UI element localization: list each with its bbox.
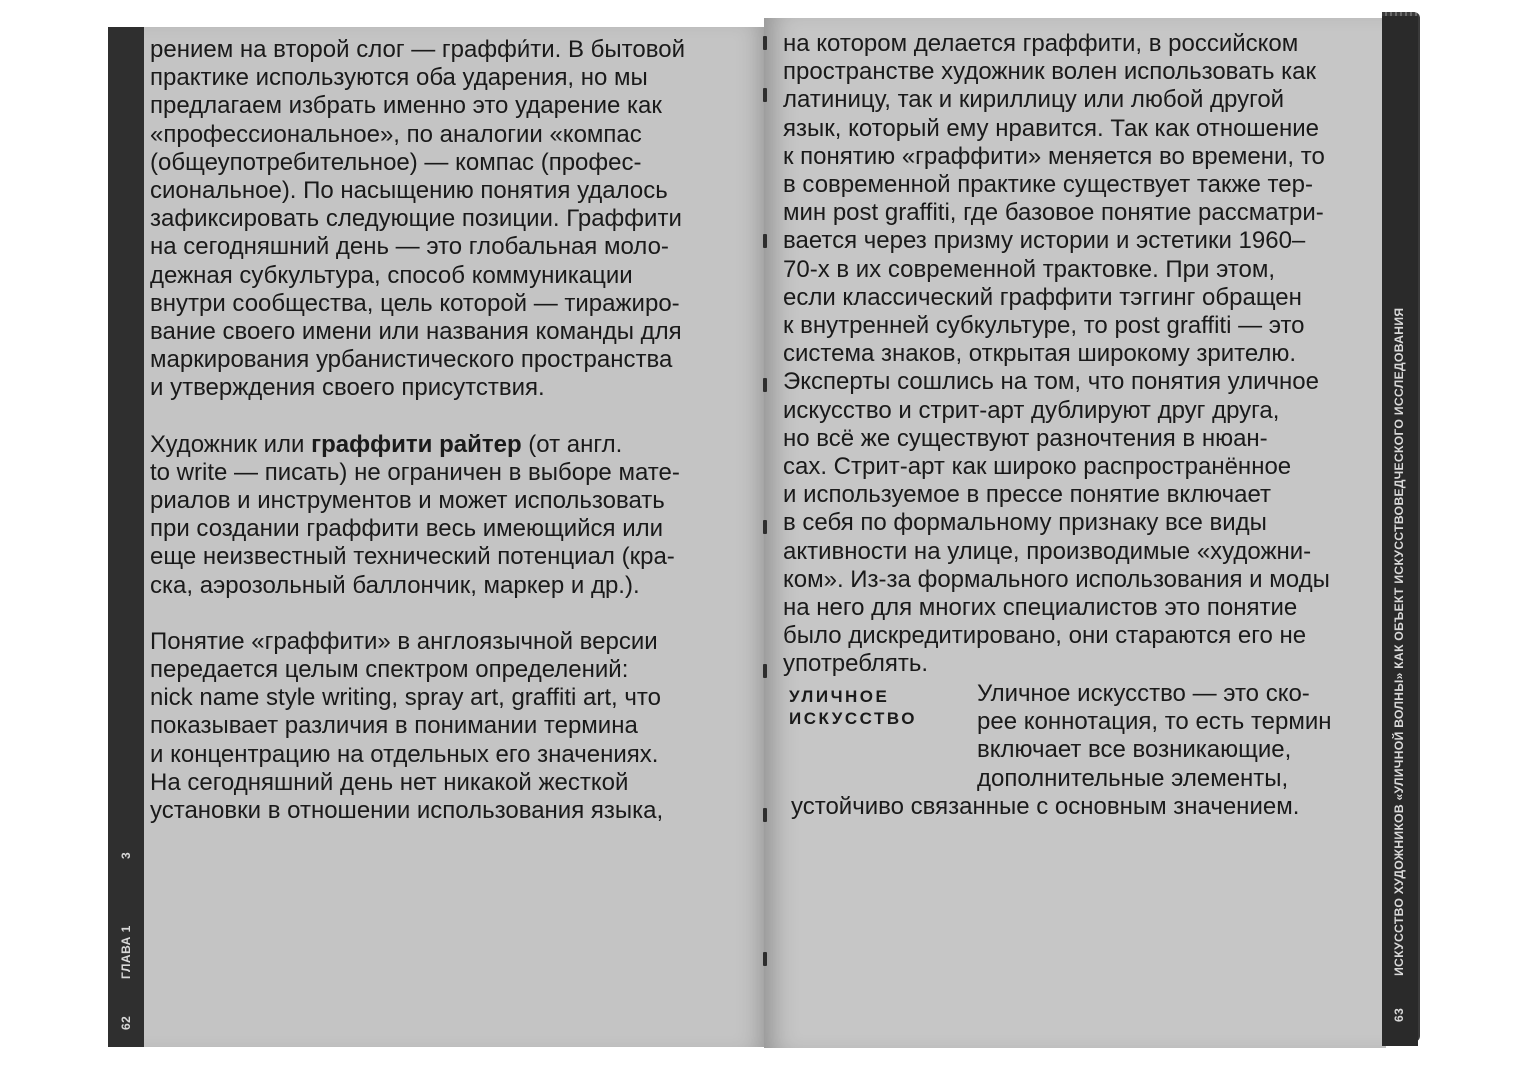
text-line: «профессиональное», по аналогии «компас xyxy=(150,120,642,148)
text-line: сиональное). По насыщению понятия удалось xyxy=(150,177,668,205)
term-definition xyxy=(977,680,1332,793)
text-line: но всё же существуют разночтения в нюан- xyxy=(783,424,1268,452)
text-line: практике используются оба ударения, но мы xyxy=(150,64,648,92)
text-line: предлагаем избрать именно это ударение как xyxy=(150,92,662,120)
text-line: язык, который ему нравится. Так как отношение xyxy=(783,114,1320,142)
text-line: передается целым спектром определений: xyxy=(150,656,629,684)
text-line: искусство и стрит-арт дублируют друг друга, xyxy=(783,396,1280,424)
spine-stitch xyxy=(763,378,767,392)
text-line: Понятие «граффити» в англоязычной версии xyxy=(150,627,658,655)
term-heading xyxy=(789,686,917,730)
text-line: nick name style writing, spray art, graffiti art, что xyxy=(150,684,661,712)
text-line: мин post graffiti, где базовое понятие рассматри- xyxy=(783,199,1324,227)
text-line: в современной практике существует также тер- xyxy=(783,171,1313,199)
text-line: было дискредитировано, они стараются его не xyxy=(783,622,1307,650)
right-page-number: 63 xyxy=(1392,1007,1406,1022)
text-line: Эксперты сошлись на том, что понятия уличное xyxy=(783,368,1319,396)
text-line: активности на улице, производимые «художни- xyxy=(783,537,1312,565)
text-line: на него для многих специалистов это понятие xyxy=(783,594,1298,622)
chapter-label: ГЛАВА 1 xyxy=(119,925,133,979)
text-line: риалов и инструментов и может использовать xyxy=(150,487,665,515)
left-sidebar-strip xyxy=(108,27,144,1047)
text-line: и утверждения своего присутствия. xyxy=(150,374,545,402)
text-line: На сегодняшний день нет никакой жесткой xyxy=(150,768,629,796)
spine-stitch xyxy=(763,952,767,966)
paragraph-2 xyxy=(150,431,685,600)
text-line: зафиксировать следующие позиции. Граффити xyxy=(150,205,682,233)
text-line: и используемое в прессе понятие включает xyxy=(783,481,1272,509)
term-definition-last-line xyxy=(791,793,1299,821)
text-line: к внутренней субкультуре, то post graffiti — это xyxy=(783,312,1305,340)
right-sidebar-strip xyxy=(1382,16,1418,1046)
text-line: вается через призму истории и эстетики 1960– xyxy=(783,227,1306,255)
spine-stitch xyxy=(763,664,767,678)
text-line: вание своего имени или названия команды для xyxy=(150,318,682,346)
spine-stitch xyxy=(763,808,767,822)
left-page-text xyxy=(150,36,685,825)
text-line: на сегодняшний день — это глобальная моло- xyxy=(150,233,669,261)
text-line: to write — писать) не ограничен в выборе мате- xyxy=(150,458,680,486)
text-line: в себя по формальному признаку все виды xyxy=(783,509,1267,537)
text-line: (общеупотребительное) — компас (профес- xyxy=(150,148,642,176)
running-head: ИСКУССТВО ХУДОЖНИКОВ «УЛИЧНОЙ ВОЛНЫ» КАК ОБЪЕКТ ИСКУССТВОВЕДЧЕСКОГО ИССЛЕДОВАНИЯ xyxy=(1392,307,1406,976)
text-line: если классический граффити тэггинг обращен xyxy=(783,283,1302,311)
text-line: на котором делается граффити, в российском xyxy=(783,30,1299,57)
paragraph-1 xyxy=(150,36,685,403)
left-page-number: 62 xyxy=(119,1015,133,1030)
text-run: Художник или xyxy=(150,430,312,458)
text-line: ком». Из-за формального использования и моды xyxy=(783,565,1330,593)
text-line: система знаков, открытая широкому зрителю. xyxy=(783,340,1297,368)
text-line: рением на второй слог — граффи́ти. В бытовой xyxy=(150,36,685,63)
text-line: при создании граффити весь имеющийся или xyxy=(150,515,664,543)
text-line: установки в отношении использования языка, xyxy=(150,797,664,825)
term-heading-line: ИСКУССТВО xyxy=(789,709,917,728)
text-line: дополнительные элементы, xyxy=(977,764,1289,792)
spine-stitch xyxy=(763,520,767,534)
text-line: сах. Стрит-арт как широко распространённое xyxy=(783,453,1292,481)
text-line: ска, аэрозольный баллончик, маркер и др.). xyxy=(150,571,640,599)
text-run: (от англ. xyxy=(521,430,623,458)
chapter-number: 3 xyxy=(119,851,133,859)
text-line: и концентрацию на отдельных его значениях. xyxy=(150,740,659,768)
term-graffiti-writer: граффити райтер xyxy=(311,430,522,458)
text-line: пространстве художник волен использовать как xyxy=(783,58,1317,86)
text-line: к понятию «граффити» меняется во времени, то xyxy=(783,142,1325,170)
right-page-text xyxy=(783,30,1330,679)
text-line: дежная субкультура, способ коммуникации xyxy=(150,261,633,289)
paragraph-3 xyxy=(150,628,685,825)
text-line xyxy=(150,431,685,459)
spine-stitch xyxy=(763,234,767,248)
text-line: рее коннотация, то есть термин xyxy=(977,708,1332,736)
text-line: устойчиво связанные с основным значением. xyxy=(791,793,1300,820)
text-line: 70-х в их современной трактовке. При этом, xyxy=(783,255,1276,283)
text-line: употреблять. xyxy=(783,650,929,678)
text-line: Уличное искусство — это ско- xyxy=(977,680,1310,707)
text-line: маркирования урбанистического пространства xyxy=(150,346,673,374)
spine-stitch xyxy=(763,88,767,102)
text-line: показывает различия в понимании термина xyxy=(150,712,638,740)
term-heading-line: УЛИЧНОЕ xyxy=(789,687,890,706)
spine-stitch xyxy=(763,36,767,50)
text-line: латиницу, так и кириллицу или любой другой xyxy=(783,86,1285,114)
text-line: включает все возникающие, xyxy=(977,736,1292,764)
text-line: еще неизвестный технический потенциал (кра- xyxy=(150,543,675,571)
text-line: внутри сообщества, цель которой — тиражиро- xyxy=(150,289,680,317)
